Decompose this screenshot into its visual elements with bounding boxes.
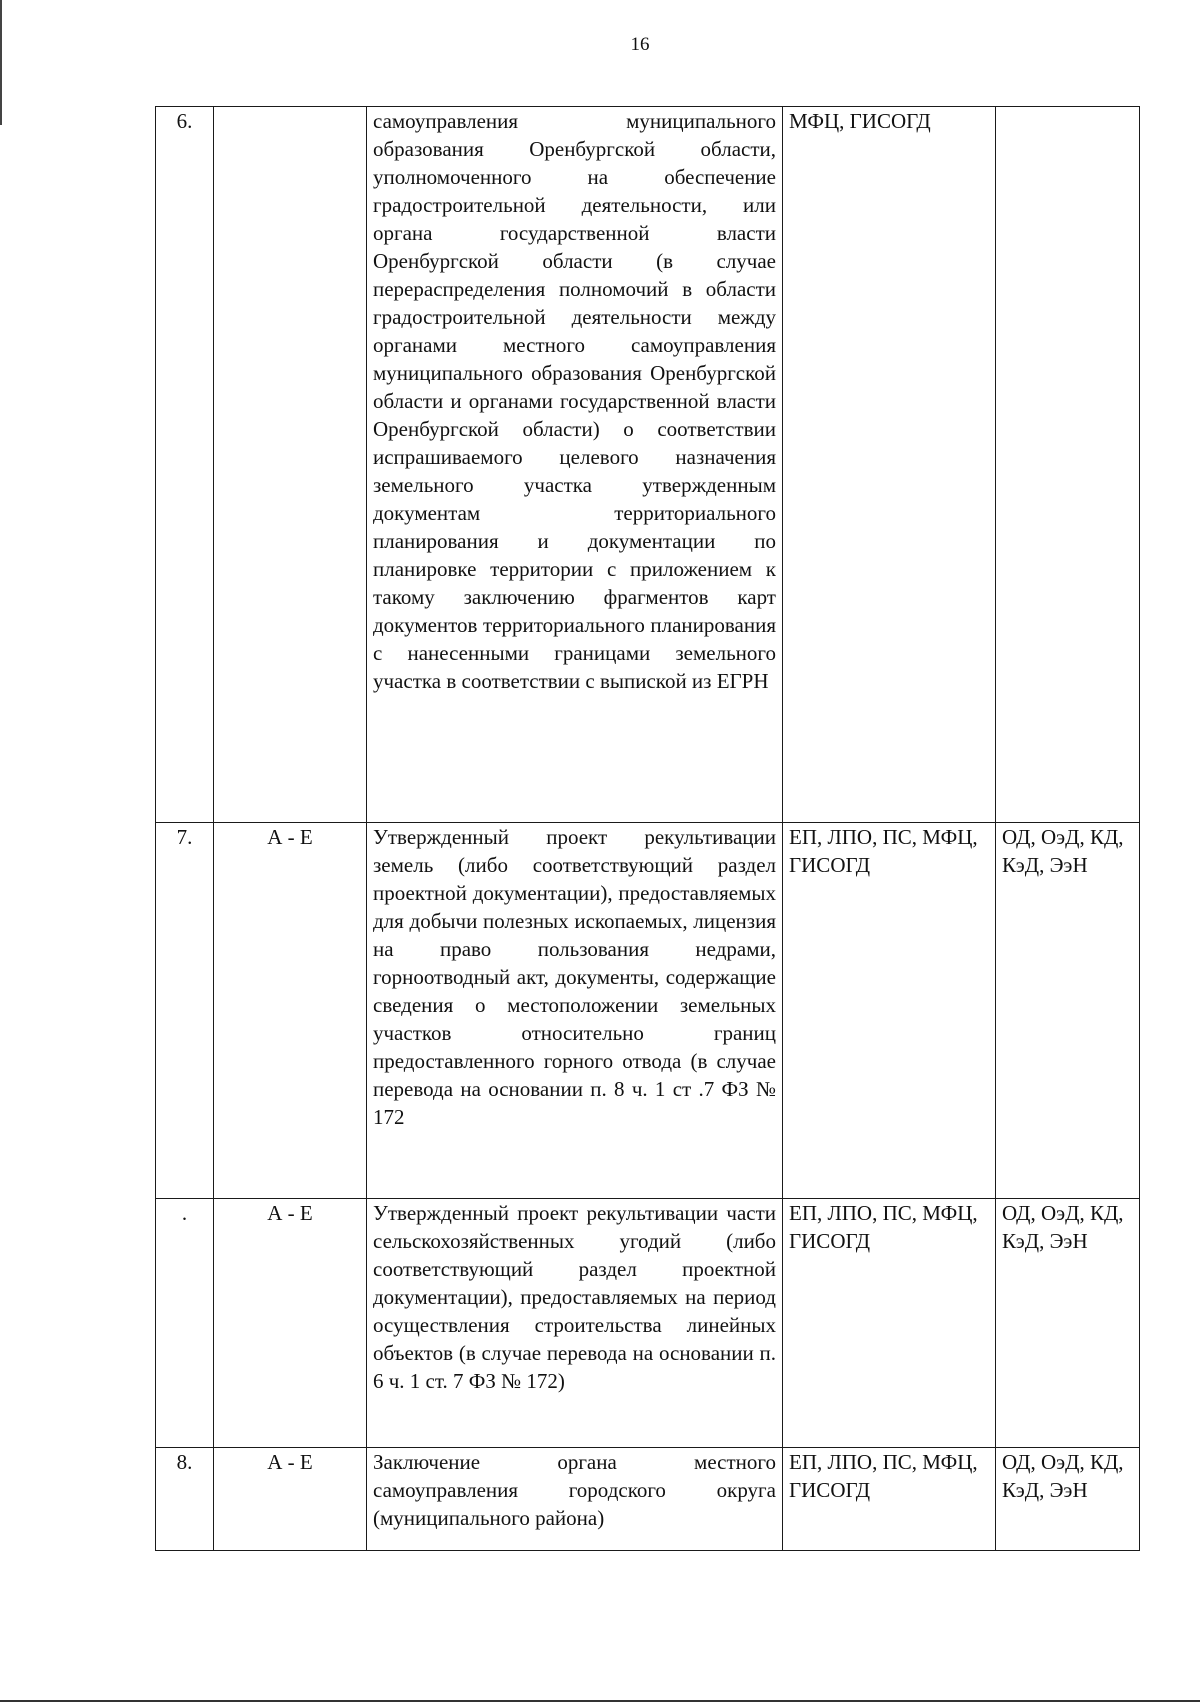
document-description: Утвержденный проект рекультивации части сельскохозяйственных угодий (либо соответствующий раздел проектной документации), предоставляемых на период осуществления строительства линейных объектов (в случае перевода на основании п. 6 ч. 1 ст. 7 ФЗ № 172) — [367, 1199, 783, 1448]
scan-edge-mark — [0, 0, 2, 125]
table-row — [156, 107, 1140, 823]
applicant-group: А - Е — [214, 1448, 367, 1551]
applicant-group: А - Е — [214, 823, 367, 1199]
page-number: 16 — [630, 34, 650, 55]
table-row — [156, 823, 1140, 1199]
document-description: самоуправления муниципального образования Оренбургской области, уполномоченного на обеспечение градостроительной деятельности, или органа государственной власти Оренбургской области (в случае перераспределения полномочий в области градостроительной деятельности между органами местного самоуправления муниципального образования Оренбургской области и органами государственной власти Оренбургской области) о соответствии испрашиваемого целевого назначения земельного участка утвержденным документам территориального планирования и документации по планировке территории с приложением к такому заключению фрагментов карт документов территориального планирования с нанесенными границами земельного участка в соответствии с выпиской из ЕГРН — [367, 107, 783, 823]
submission-ways: ЕП, ЛПО, ПС, МФЦ, ГИСОГД — [783, 1199, 996, 1448]
document-forms: ОД, ОэД, КД, КэД, ЭэН — [996, 823, 1140, 1199]
document-description: Утвержденный проект рекультивации земель (либо соответствующий раздел проектной документации), предоставляемых для добычи полезных ископаемых, лицензия на право пользования недрами, горноотводный акт, документы, содержащие сведения о местоположении земельных участков относительно границ предоставленного горного отвода (в случае перевода на основании п. 8 ч. 1 ст .7 ФЗ № 172 — [367, 823, 783, 1199]
submission-ways: ЕП, ЛПО, ПС, МФЦ, ГИСОГД — [783, 823, 996, 1199]
applicant-group: А - Е — [214, 1199, 367, 1448]
document-forms — [996, 107, 1140, 823]
submission-ways: ЕП, ЛПО, ПС, МФЦ, ГИСОГД — [783, 1448, 996, 1551]
row-number: 7. — [156, 823, 214, 1199]
table-row — [156, 1448, 1140, 1551]
scan-bottom-edge — [0, 1700, 1200, 1702]
applicant-group — [214, 107, 367, 823]
documents-table — [155, 106, 1140, 1551]
document-forms: ОД, ОэД, КД, КэД, ЭэН — [996, 1199, 1140, 1448]
row-number: 8. — [156, 1448, 214, 1551]
document-description: Заключение органа местного самоуправления городского округа (муниципального района) — [367, 1448, 783, 1551]
row-number: 6. — [156, 107, 214, 823]
submission-ways: МФЦ, ГИСОГД — [783, 107, 996, 823]
row-number: . — [156, 1199, 214, 1448]
table-row — [156, 1199, 1140, 1448]
document-forms: ОД, ОэД, КД, КэД, ЭэН — [996, 1448, 1140, 1551]
